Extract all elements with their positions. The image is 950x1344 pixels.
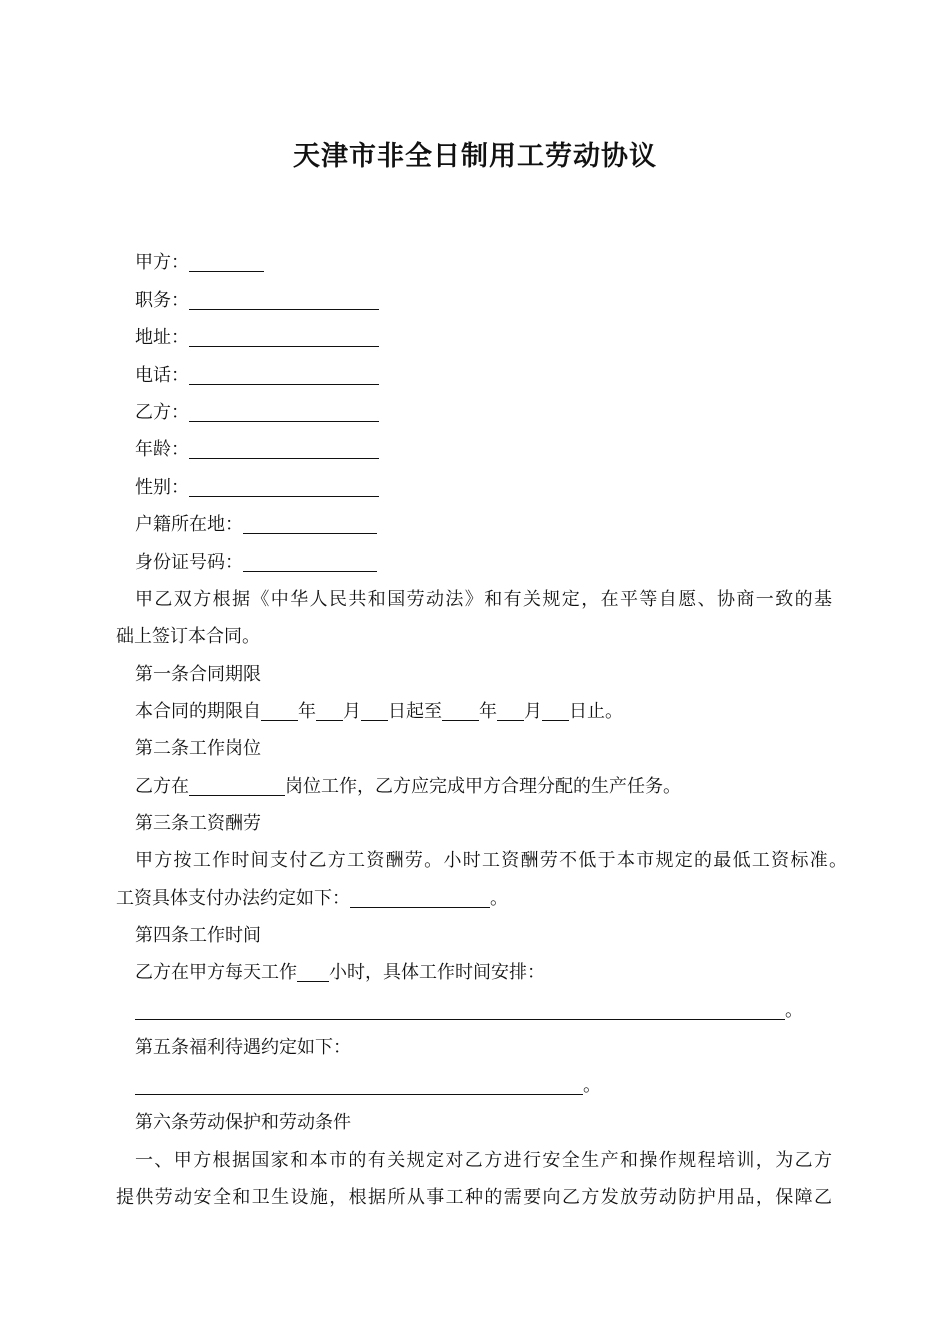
- field-party-b: [135, 400, 379, 426]
- blank-line[interactable]: [189, 403, 379, 422]
- article-3-line-1: 甲方按工作时间支付乙方工资酬劳。小时工资酬劳不低于本市规定的最低工资标准。: [135, 850, 847, 871]
- article-3-line-2: [116, 886, 508, 912]
- blank-line[interactable]: [135, 1001, 785, 1020]
- field-label: 性别：: [135, 477, 189, 498]
- field-address: [135, 325, 379, 351]
- blank-line[interactable]: [243, 553, 377, 572]
- article-4-heading: 第四条工作时间: [135, 925, 261, 946]
- intro-line-1: 甲乙双方根据《中华人民共和国劳动法》和有关规定，在平等自愿、协商一致的基: [135, 589, 832, 610]
- text-segment: 岗位工作，乙方应完成甲方合理分配的生产任务。: [285, 776, 681, 797]
- field-label: 乙方：: [135, 402, 189, 423]
- blank-line[interactable]: [189, 366, 379, 385]
- blank-line[interactable]: [135, 1076, 583, 1095]
- blank-line[interactable]: [542, 702, 569, 721]
- text-segment: 年: [479, 701, 497, 722]
- text-segment: 。: [785, 1000, 803, 1021]
- field-gender: [135, 475, 379, 501]
- field-label: 地址：: [135, 327, 189, 348]
- article-5-heading: 第五条福利待遇约定如下：: [135, 1037, 351, 1058]
- field-party-a: [135, 250, 264, 276]
- field-label: 甲方：: [135, 252, 189, 273]
- blank-line[interactable]: [361, 702, 388, 721]
- blank-line[interactable]: [189, 253, 264, 272]
- article-6-line-2: 提供劳动安全和卫生设施，根据所从事工种的需要向乙方发放劳动防护用品，保障乙: [116, 1187, 832, 1208]
- blank-line[interactable]: [243, 515, 377, 534]
- blank-line[interactable]: [497, 702, 524, 721]
- article-1-heading: 第一条合同期限: [135, 664, 261, 685]
- text-segment: 日止。: [569, 701, 623, 722]
- blank-line[interactable]: [261, 702, 298, 721]
- field-label: 身份证号码：: [135, 552, 243, 573]
- text-segment: 乙方在甲方每天工作: [135, 962, 297, 983]
- blank-line[interactable]: [297, 963, 329, 982]
- blank-line[interactable]: [442, 702, 479, 721]
- field-label: 职务：: [135, 290, 189, 311]
- article-3-heading: 第三条工资酬劳: [135, 813, 261, 834]
- article-6-heading: 第六条劳动保护和劳动条件: [135, 1112, 351, 1133]
- article-2-heading: 第二条工作岗位: [135, 738, 261, 759]
- blank-line[interactable]: [189, 328, 379, 347]
- intro-line-2: 础上签订本合同。: [116, 626, 260, 647]
- text-segment: 年: [298, 701, 316, 722]
- text-segment: 日起至: [388, 701, 442, 722]
- field-household-registration: [135, 512, 377, 538]
- article-6-line-1: 一、甲方根据国家和本市的有关规定对乙方进行安全生产和操作规程培训，为乙方: [135, 1150, 832, 1171]
- document-title: 天津市非全日制用工劳动协议: [293, 141, 657, 172]
- field-position: [135, 288, 379, 314]
- article-4-text: [135, 960, 545, 986]
- blank-line[interactable]: [189, 291, 379, 310]
- text-segment: 乙方在: [135, 776, 189, 797]
- field-age: [135, 437, 379, 463]
- blank-line[interactable]: [350, 889, 490, 908]
- blank-line[interactable]: [189, 777, 285, 796]
- blank-line[interactable]: [189, 440, 379, 459]
- blank-line[interactable]: [316, 702, 343, 721]
- blank-line[interactable]: [189, 478, 379, 497]
- article-5-blank: [135, 1073, 601, 1099]
- text-segment: 。: [490, 888, 508, 909]
- field-label: 户籍所在地：: [135, 514, 243, 535]
- field-label: 电话：: [135, 365, 189, 386]
- field-id-number: [135, 550, 377, 576]
- text-segment: 月: [343, 701, 361, 722]
- text-segment: 工资具体支付办法约定如下：: [116, 888, 350, 909]
- text-segment: 小时，具体工作时间安排：: [329, 962, 545, 983]
- text-segment: 本合同的期限自: [135, 701, 261, 722]
- text-segment: 。: [583, 1075, 601, 1096]
- text-segment: 月: [524, 701, 542, 722]
- article-1-text: [135, 699, 623, 725]
- field-phone: [135, 363, 379, 389]
- article-4-schedule-blank: [135, 998, 803, 1024]
- field-label: 年龄：: [135, 439, 189, 460]
- article-2-text: [135, 774, 681, 800]
